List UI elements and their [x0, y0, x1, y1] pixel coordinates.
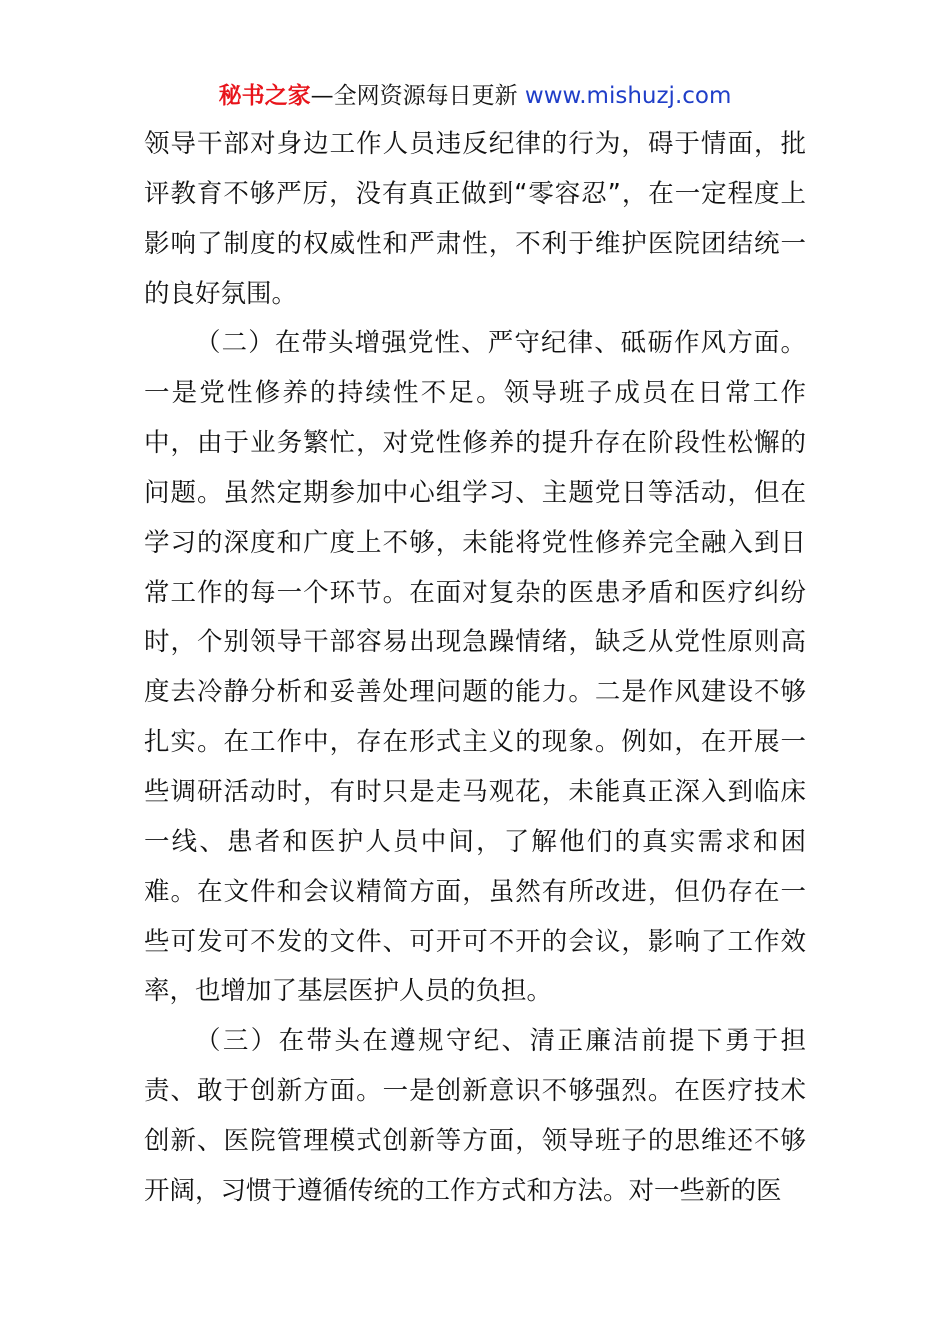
site-tagline: —全网资源每日更新: [310, 83, 525, 109]
paragraph-section-two: （二）在带头增强党性、严守纪律、砥砺作风方面。一是党性修养的持续性不足。领导班子成员在日常工作中，由于业务繁忙，对党性修养的提升存在阶段性松懈的问题。虽然定期参加中心组学习、主题党日等活动，但在学习的深度和广度上不够，未能将党性修养完全融入到日常工作的每一个环节。在面对复杂的医患矛盾和医疗纠纷时，个别领导干部容易出现急躁情绪，缺乏从党性原则高度去冷静分析和妥善处理问题的能力。二是作风建设不够扎实。在工作中，存在形式主义的现象。例如，在开展一些调研活动时，有时只是走马观花，未能真正深入到临床一线、患者和医护人员中间，了解他们的真实需求和困难。在文件和会议精简方面，虽然有所改进，但仍存在一些可发可不发的文件、可开可不开的会议，影响了工作效率，也增加了基层医护人员的负担。: [144, 328, 806, 1007]
paragraph-continuation: 领导干部对身边工作人员违反纪律的行为，碍于情面，批评教育不够严厉，没有真正做到“零容忍”，在一定程度上影响了制度的权威性和严肃性，不利于维护医院团结统一的良好氛围。: [144, 129, 806, 309]
site-url-link[interactable]: www.mishuzj.com: [524, 83, 732, 109]
site-brand: 秘书之家: [218, 83, 311, 109]
paragraph-section-three: （三）在带头在遵规守纪、清正廉洁前提下勇于担责、敢于创新方面。一是创新意识不够强烈。在医疗技术创新、医院管理模式创新等方面，领导班子的思维还不够开阔，习惯于遵循传统的工作方式和方法。对一些新的医: [144, 1026, 806, 1206]
document-body: [144, 120, 806, 1217]
site-header: [0, 80, 950, 112]
